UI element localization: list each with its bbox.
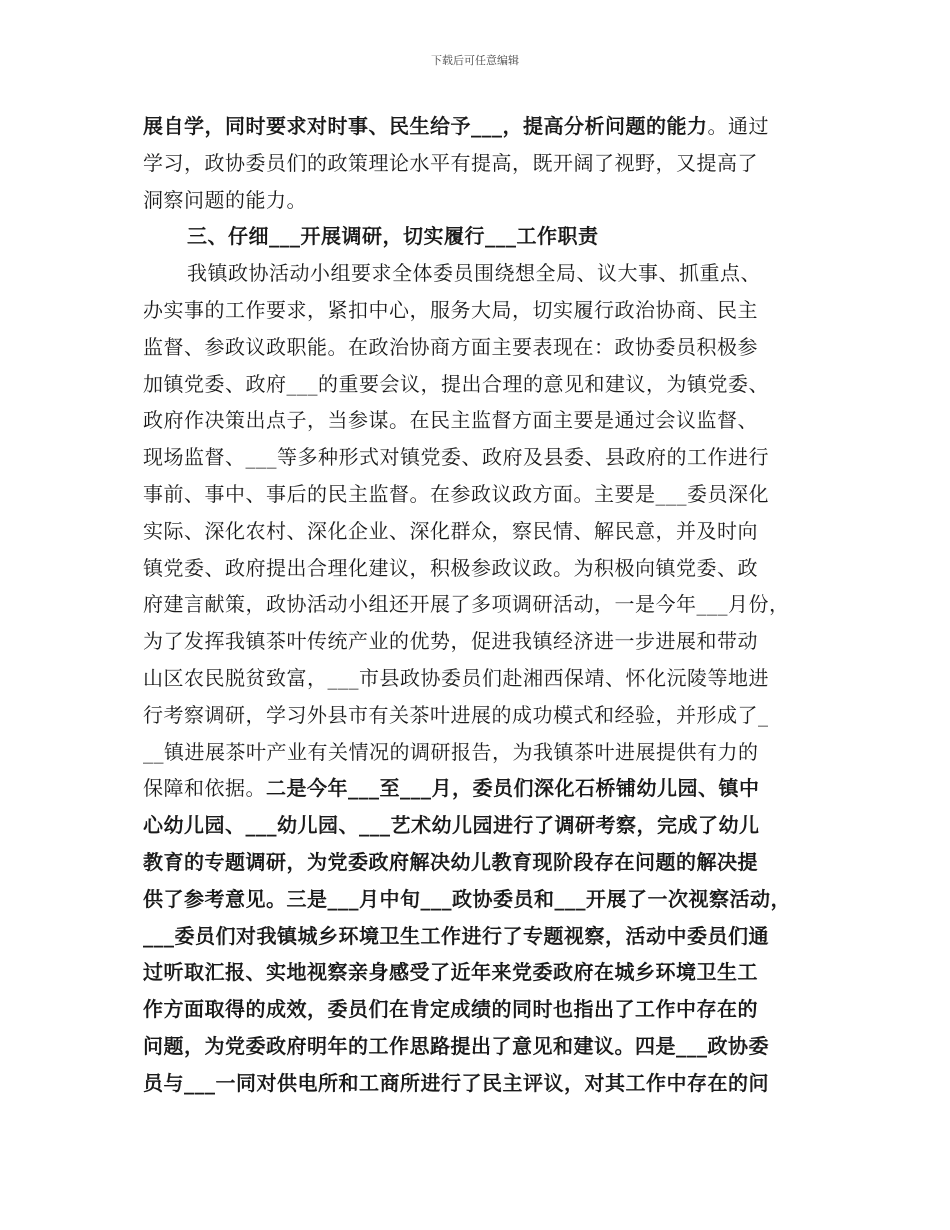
text-line-bold: 供了参考意见。三是___月中旬___政协委员和___开展了一次视察活动， [143,886,791,911]
text-line: 现场监督、___等多种形式对镇党委、政府及县委、县政府的工作进行 [143,445,769,470]
text-line: 山区农民脱贫致富，___市县政协委员们赴湘西保靖、怀化沅陵等地进 [143,665,769,690]
text-line-bold: 员与___一同对供电所和工商所进行了民主评议，对其工作中存在的问 [143,1070,769,1095]
text-line: 行考察调研，学习外县市有关茶叶进展的成功模式和经验，并形成了_ [143,702,769,727]
text-line: 实际、深化农村、深化企业、深化群众，察民情、解民意，并及时向 [143,518,758,543]
text-line-bold: 过听取汇报、实地视察亲身感受了近年来党委政府在城乡环境卫生工 [143,960,758,985]
document-body [143,108,811,1102]
text-line: 政府作决策出点子，当参谋。在民主监督方面主要是通过会议监督、 [143,408,758,433]
text-line: 办实事的工作要求，紧扣中心，服务大局，切实履行政治协商、民主 [143,297,758,322]
text-line: 学习，政协委员们的政策理论水平有提高，既开阔了视野，又提高了 [143,150,758,175]
text-line: 镇党委、政府提出合理化建议，积极参政议政。为积极向镇党委、政 [143,555,758,580]
page-header: 下载后可任意编辑 [431,54,519,67]
text-line-bold: 心幼儿园、___幼儿园、___艺术幼儿园进行了调研考察，完成了幼儿 [143,813,760,838]
text-line-bold: 教育的专题调研，为党委政府解决幼儿教育现阶段存在问题的解决提 [143,849,758,874]
text-line: __镇进展茶叶产业有关情况的调研报告，为我镇茶叶进展提供有力的 [143,739,759,764]
text-line-bold: ___委员们对我镇城乡环境卫生工作进行了专题视察，活动中委员们通 [143,923,769,948]
text-line: 监督、参政议政职能。在政治协商方面主要表现在：政协委员积极参 [143,334,758,359]
text-segment: 。通过 [707,114,769,138]
text-segment: 保障和依据。 [143,776,266,801]
text-line: 洞察问题的能力。 [143,187,307,212]
section-heading: 三、仔细___开展调研，切实履行___工作职责 [187,224,599,249]
paragraph-first-line: 我镇政协活动小组要求全体委员围绕想全局、议大事、抓重点、 [187,261,761,286]
text-segment-bold: 二是今年___至___月，委员们深化石桥铺幼儿园、镇中 [266,776,760,801]
text-line: 府建言献策，政协活动小组还开展了多项调研活动，一是今年___月份， [143,592,790,617]
text-line-bold: 作方面取得的成效，委员们在肯定成绩的同时也指出了工作中存在的 [143,997,758,1022]
text-line: 加镇党委、政府___的重要会议，提出合理的意见和建议，为镇党委、 [143,371,769,396]
text-line: 为了发挥我镇茶叶传统产业的优势，促进我镇经济进一步进展和带动 [143,629,758,654]
text-segment-bold: 展自学，同时要求对时事、民生给予___，提高分析问题的能力 [143,114,708,138]
text-line [143,108,811,145]
text-line [143,770,811,807]
text-line-bold: 问题，为党委政府明年的工作思路提出了意见和建议。四是___政协委 [143,1033,769,1058]
text-line: 事前、事中、事后的民主监督。在参政议政方面。主要是___委员深化 [143,481,769,506]
